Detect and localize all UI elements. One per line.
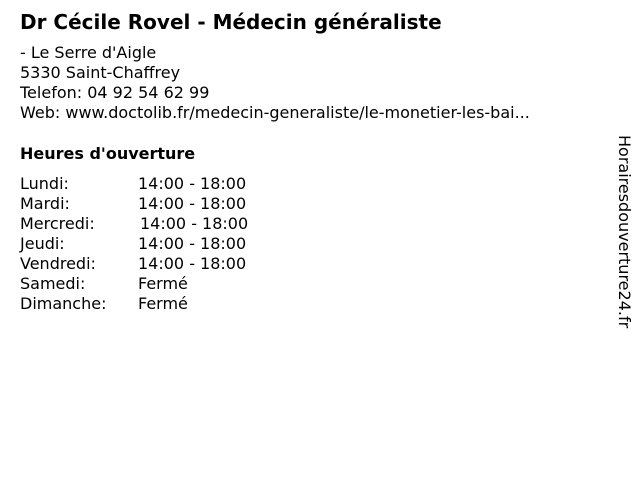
hours-time: Fermé	[138, 294, 188, 313]
hours-time: 14:00 - 18:00	[138, 174, 247, 193]
address-city: 5330 Saint-Chaffrey	[20, 63, 181, 82]
hours-day: Samedi:	[20, 274, 86, 293]
hours-time: 14:00 - 18:00	[138, 234, 247, 253]
address-street: - Le Serre d'Aigle	[20, 43, 157, 62]
page-title: Dr Cécile Rovel - Médecin généraliste	[20, 10, 442, 34]
address-block	[20, 43, 530, 123]
hours-heading: Heures d'ouverture	[20, 144, 196, 163]
phone-number: Telefon: 04 92 54 62 99	[20, 83, 210, 102]
hours-day: Lundi:	[20, 174, 69, 193]
hours-day: Vendredi:	[20, 254, 96, 273]
hours-time: 14:00 - 18:00	[138, 254, 247, 273]
hours-time: Fermé	[138, 274, 188, 293]
website-link: Web: www.doctolib.fr/medecin-generaliste/le-monetier-les-bai...	[20, 103, 530, 122]
hours-day: Mercredi:	[20, 214, 95, 233]
hours-day: Jeudi:	[20, 234, 65, 253]
hours-day: Dimanche:	[20, 294, 107, 313]
hours-time: 14:00 - 18:00	[140, 214, 249, 233]
hours-time: 14:00 - 18:00	[138, 194, 247, 213]
hours-day: Mardi:	[20, 194, 70, 213]
site-watermark: Horairesdouverture24.fr	[615, 135, 634, 329]
